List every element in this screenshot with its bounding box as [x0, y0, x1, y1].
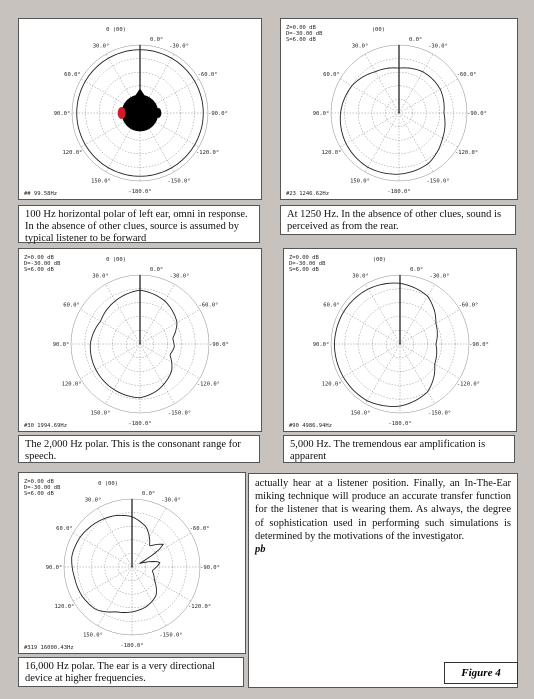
angle-label: -30.0° — [161, 497, 181, 504]
response-curve — [72, 515, 164, 612]
grid-spoke — [140, 310, 200, 345]
top-angle-label: 0.0° — [150, 37, 164, 43]
caption-16000hz: 16,000 Hz polar. The ear is a very directional device at higher frequencies. — [18, 657, 244, 687]
angle-label: -60.0° — [458, 302, 479, 309]
polar-plot-100hz — [18, 18, 262, 200]
author-signature: pb — [255, 544, 266, 556]
polar-plot-2000hz — [18, 248, 262, 432]
angle-label: 120.0° — [62, 150, 83, 156]
angle-label: 120.0° — [321, 150, 342, 156]
angle-label: 90.0° — [53, 111, 71, 117]
right-ear-icon — [155, 108, 161, 118]
grid-spoke — [106, 344, 141, 404]
plot-setting: D=-30.00 dB — [289, 261, 326, 267]
caption-5000hz: 5,000 Hz. The tremendous ear amplification is apparent — [283, 435, 515, 463]
angle-label: -180.0° — [387, 189, 411, 195]
plot-footer: #30 1994.69Hz — [24, 423, 68, 429]
top-angle-label: 0.0° — [410, 267, 424, 273]
plot-header: 0 (00) — [106, 257, 126, 263]
angle-label: -150.0° — [427, 410, 452, 417]
plot-setting: D=-30.00 dB — [286, 31, 323, 37]
polar-chart-16000hz — [19, 473, 245, 653]
angle-label: 30.0° — [351, 43, 369, 50]
angle-label: 90.0° — [312, 111, 330, 117]
angle-label: -150.0° — [167, 178, 191, 185]
plot-header: (00) — [372, 257, 386, 263]
head-icon — [122, 95, 159, 132]
plot-setting: S=6.00 dB — [24, 267, 54, 273]
angle-label: -30.0° — [169, 43, 189, 50]
angle-label: 90.0° — [312, 342, 330, 348]
plot-header: (00) — [371, 27, 385, 33]
angle-label: -120.0° — [187, 604, 212, 610]
plot-setting: S=6.00 dB — [24, 491, 54, 497]
polar-chart-100hz — [19, 19, 261, 199]
angle-label: -120.0° — [195, 150, 220, 156]
grid-spoke — [140, 344, 200, 379]
plot-setting: S=6.00 dB — [286, 37, 316, 43]
angle-label: -30.0° — [428, 43, 448, 50]
polar-plot-1250hz — [280, 18, 518, 200]
angle-label: -150.0° — [159, 632, 183, 639]
angle-label: -90.0° — [208, 111, 228, 117]
grid-spoke — [399, 79, 458, 113]
angle-label: 90.0° — [45, 565, 63, 571]
grid-spoke — [132, 533, 191, 567]
plot-setting: Z=0.00 dB — [24, 479, 54, 485]
grid-spoke — [400, 284, 435, 344]
plot-footer: #23 1246.62Hz — [286, 191, 330, 197]
angle-label: -120.0° — [196, 381, 221, 388]
grid-spoke — [340, 79, 399, 113]
angle-label: -30.0° — [169, 273, 190, 280]
plot-footer: #90 4986.94Hz — [289, 423, 333, 429]
grid-spoke — [132, 567, 191, 601]
grid-spoke — [366, 344, 401, 404]
plot-setting: D=-30.00 dB — [24, 261, 61, 267]
response-curve — [335, 283, 438, 406]
polar-plot-16000hz — [18, 472, 246, 654]
plot-footer: #319 16000.43Hz — [24, 645, 74, 651]
grid-spoke — [80, 344, 140, 379]
angle-label: 60.0° — [64, 72, 81, 78]
angle-label: 150.0° — [350, 410, 371, 417]
angle-label: -180.0° — [128, 421, 152, 427]
left-ear-icon — [118, 107, 126, 119]
angle-label: -120.0° — [456, 381, 481, 388]
response-curve — [340, 68, 445, 175]
angle-label: -90.0° — [209, 342, 229, 348]
grid-spoke — [400, 344, 460, 379]
grid-spoke — [140, 344, 175, 404]
angle-label: 30.0° — [92, 273, 109, 280]
plot-setting: Z=0.00 dB — [24, 255, 54, 261]
angle-label: 30.0° — [352, 273, 369, 280]
grid-spoke — [400, 310, 460, 345]
polar-chart-2000hz — [19, 249, 261, 431]
angle-label: -90.0° — [469, 342, 489, 348]
angle-label: -60.0° — [198, 302, 219, 309]
angle-label: 30.0° — [92, 43, 110, 50]
grid-spoke — [340, 310, 400, 345]
angle-label: -120.0° — [454, 150, 479, 156]
angle-label: 150.0° — [350, 178, 370, 185]
angle-label: -60.0° — [189, 526, 210, 532]
polar-plot-5000hz — [283, 248, 517, 432]
body-paragraph: actually hear at a listener position. Finally, an In-The-Ear miking technique will produce an accurate transfer function for the listener that is wearing them. As always, the degree of sophistication used in performing such simulations is determined by the motivations of the investigator. — [255, 478, 511, 542]
plot-header: 0 (00) — [98, 481, 118, 487]
angle-label: -180.0° — [388, 421, 412, 427]
grid-spoke — [399, 54, 433, 113]
plot-setting: Z=0.00 dB — [286, 25, 316, 31]
caption-2000hz: The 2,000 Hz polar. This is the consonant range for speech. — [18, 435, 260, 463]
angle-label: 60.0° — [323, 302, 340, 309]
polar-chart-5000hz — [284, 249, 516, 431]
top-angle-label: 0.0° — [409, 37, 423, 43]
angle-label: 150.0° — [90, 410, 111, 417]
angle-label: 120.0° — [54, 604, 75, 610]
grid-spoke — [140, 284, 175, 344]
grid-spoke — [340, 113, 399, 147]
angle-label: 60.0° — [63, 302, 80, 309]
angle-label: -150.0° — [426, 178, 450, 185]
angle-label: -90.0° — [467, 111, 487, 117]
angle-label: -60.0° — [197, 72, 218, 78]
grid-spoke — [366, 284, 401, 344]
angle-label: 150.0° — [91, 178, 111, 185]
angle-label: 120.0° — [321, 381, 342, 388]
polar-chart-1250hz — [281, 19, 517, 199]
grid-spoke — [98, 567, 132, 626]
plot-header: 0 (00) — [106, 27, 126, 33]
top-angle-label: 0.0° — [142, 491, 156, 497]
grid-spoke — [80, 310, 140, 345]
angle-label: -180.0° — [128, 189, 152, 195]
figure-label: Figure 4 — [444, 662, 518, 684]
grid-spoke — [106, 284, 141, 344]
plot-footer: ## 99.58Hz — [24, 191, 58, 197]
plot-setting: S=6.00 dB — [289, 267, 319, 273]
grid-spoke — [399, 113, 433, 172]
angle-label: 30.0° — [84, 497, 102, 504]
angle-label: -60.0° — [456, 72, 477, 78]
caption-1250hz: At 1250 Hz. In the absence of other clues, sound is perceived as from the rear. — [280, 205, 516, 235]
grid-spoke — [73, 533, 132, 567]
angle-label: 90.0° — [52, 342, 70, 348]
plot-setting: Z=0.00 dB — [289, 255, 319, 261]
angle-label: -180.0° — [120, 643, 144, 649]
article-body-text — [248, 473, 518, 688]
grid-spoke — [98, 508, 132, 567]
angle-label: 120.0° — [61, 381, 82, 388]
angle-label: -90.0° — [200, 565, 220, 571]
angle-label: 150.0° — [83, 632, 103, 639]
grid-spoke — [365, 113, 399, 172]
angle-label: 60.0° — [323, 72, 340, 78]
angle-label: -150.0° — [167, 410, 192, 417]
angle-label: 60.0° — [56, 526, 73, 532]
grid-spoke — [132, 567, 166, 626]
grid-spoke — [365, 54, 399, 113]
nose-icon — [135, 89, 145, 96]
plot-setting: D=-30.00 dB — [24, 485, 61, 491]
grid-spoke — [399, 113, 458, 147]
grid-spoke — [340, 344, 400, 379]
caption-100hz: 100 Hz horizontal polar of left ear, omni in response. In the absence of other clues, source is assumed by typical listener to be forward — [18, 205, 260, 243]
top-angle-label: 0.0° — [150, 267, 164, 273]
angle-label: -30.0° — [429, 273, 450, 280]
grid-spoke — [400, 344, 435, 404]
